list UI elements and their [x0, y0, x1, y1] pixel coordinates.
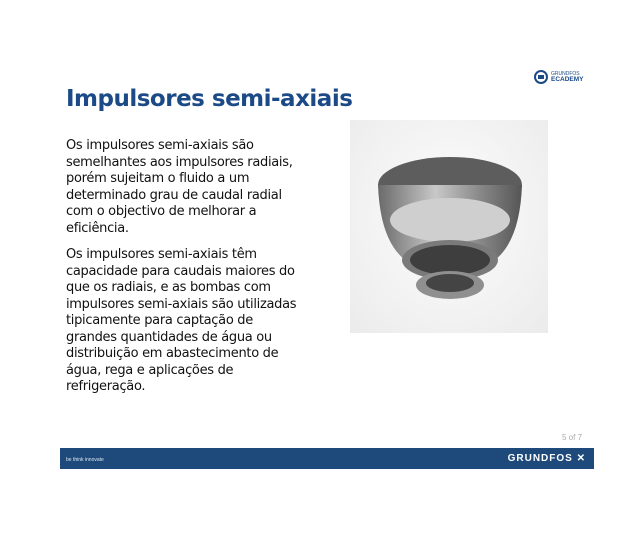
brand-text: GRUNDFOS	[507, 453, 573, 464]
ecademy-logo	[534, 70, 584, 84]
grundfos-x-icon: ✕	[576, 453, 586, 464]
slide-title: Impulsores semi-axiais	[66, 86, 353, 112]
paragraph-1: Os impulsores semi-axiais são semelhantes aos impulsores radiais, porém sujeitam o fluido a um determinado grau de caudal radial com o objectivo de melhorar a eficiência.	[66, 138, 293, 236]
graduation-cap-icon	[534, 70, 548, 84]
grundfos-logo	[508, 453, 586, 464]
logo-top: GRUNDFOS	[551, 71, 580, 77]
paragraph-2: Os impulsores semi-axiais têm capacidade para caudais maiores do que os radiais, e as bombas com impulsores semi-axiais são utilizadas tipicamente para captação de grandes quantidades de água ou distribuição em abastecimento de água, rega e aplicações de refrigeração.	[66, 247, 297, 394]
impeller-image	[350, 120, 548, 333]
page-number: 5 of 7	[562, 433, 583, 442]
footer-bar	[60, 448, 594, 469]
tagline: be think innovate	[66, 457, 104, 463]
logo-bottom: ECADEMY	[551, 76, 584, 83]
